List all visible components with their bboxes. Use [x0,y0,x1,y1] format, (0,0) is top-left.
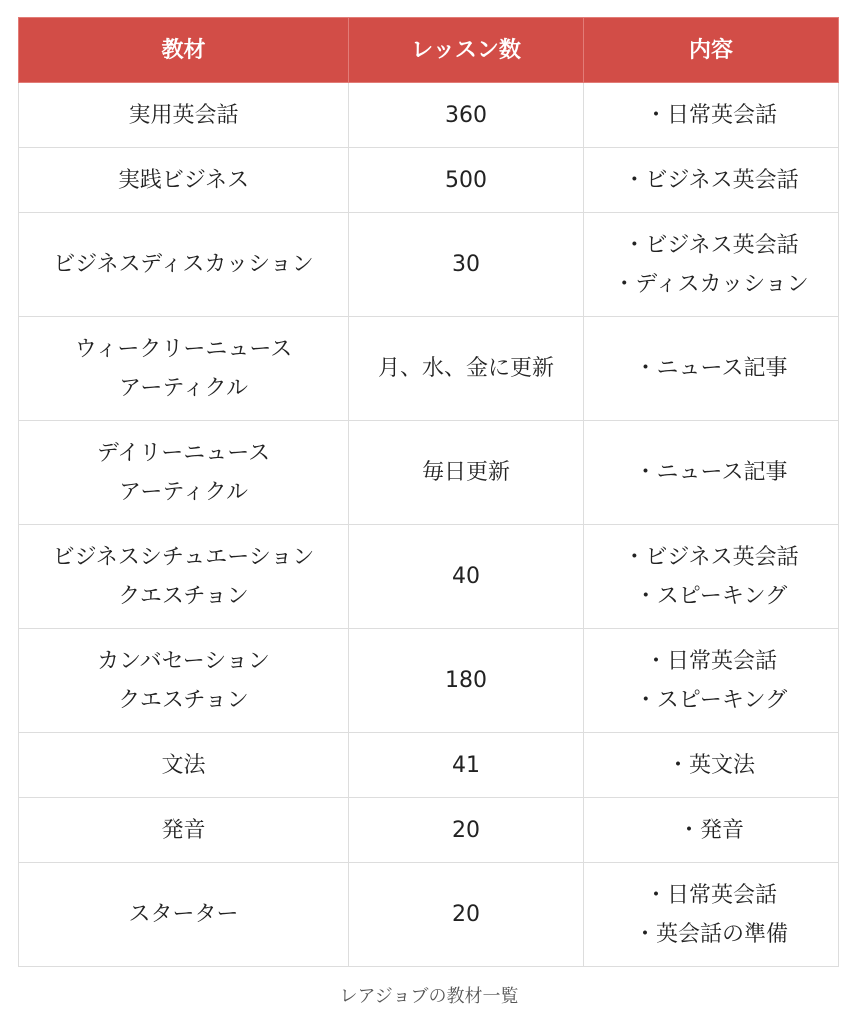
material-cell [19,421,349,525]
material-cell [19,83,349,148]
header-lesson-count: レッスン数 [349,18,584,83]
content-line: ・発音 [677,817,744,843]
table-row [19,525,839,629]
content-line: ・ビジネス英会話 [623,544,799,570]
content-cell [584,317,839,421]
material-line: ウィークリーニュース [74,336,293,362]
content-cell [584,525,839,629]
table-row [19,629,839,733]
content-line: ・ディスカッション [613,271,809,297]
lesson-count-cell: 40 [349,525,584,629]
content-line: ・ニュース記事 [634,356,788,381]
table-row [19,421,839,525]
content-line: ・日常英会話 [644,102,777,128]
content-line: ・スピーキング [634,687,788,713]
content-line: ・日常英会話 [644,648,777,674]
header-material: 教材 [19,18,349,83]
content-line: ・ニュース記事 [634,460,788,485]
lesson-count-cell: 30 [349,213,584,317]
content-cell [584,733,839,798]
content-cell [584,421,839,525]
content-line: ・ビジネス英会話 [623,167,799,193]
lesson-count-cell: 月、水、金に更新 [349,317,584,421]
materials-table [18,17,839,967]
material-line: アーティクル [119,375,248,401]
content-cell [584,83,839,148]
table-row [19,863,839,967]
material-line: カンバセーション [97,648,270,674]
material-cell [19,733,349,798]
material-cell [19,798,349,863]
content-line: ・スピーキング [634,583,788,609]
material-line: クエスチョン [118,687,249,713]
content-cell [584,863,839,967]
material-cell [19,213,349,317]
content-cell [584,148,839,213]
table-row [19,213,839,317]
material-line: 文法 [161,752,206,778]
lesson-count-cell: 20 [349,798,584,863]
material-cell [19,317,349,421]
content-line: ・英会話の準備 [633,921,788,947]
material-cell [19,148,349,213]
content-line: ・日常英会話 [644,882,777,908]
lesson-count-cell: 41 [349,733,584,798]
material-line: ビジネスディスカッション [53,252,314,277]
lesson-count-cell: 180 [349,629,584,733]
table-row [19,83,839,148]
lesson-count-cell: 毎日更新 [349,421,584,525]
material-line: 実用英会話 [128,102,239,128]
table-row [19,148,839,213]
table-row [19,317,839,421]
material-line: アーティクル [119,479,248,505]
material-cell [19,863,349,967]
header-content: 内容 [584,18,839,83]
material-line: 発音 [161,817,206,843]
material-cell [19,525,349,629]
table-caption: レアジョブの教材一覧 [339,986,519,1007]
content-line: ・英文法 [666,752,755,778]
material-cell [19,629,349,733]
content-cell [584,213,839,317]
content-cell [584,798,839,863]
lesson-count-cell: 360 [349,83,584,148]
content-cell [584,629,839,733]
table-row [19,798,839,863]
lesson-count-cell: 500 [349,148,584,213]
material-line: 実践ビジネス [117,167,250,193]
table-header-row [19,18,839,83]
material-line: スターター [128,902,239,927]
lesson-count-cell: 20 [349,863,584,967]
table-row [19,733,839,798]
material-line: デイリーニュース [96,440,271,466]
material-line: クエスチョン [118,583,249,609]
content-line: ・ビジネス英会話 [623,232,799,258]
material-line: ビジネスシチュエーション [52,544,315,570]
